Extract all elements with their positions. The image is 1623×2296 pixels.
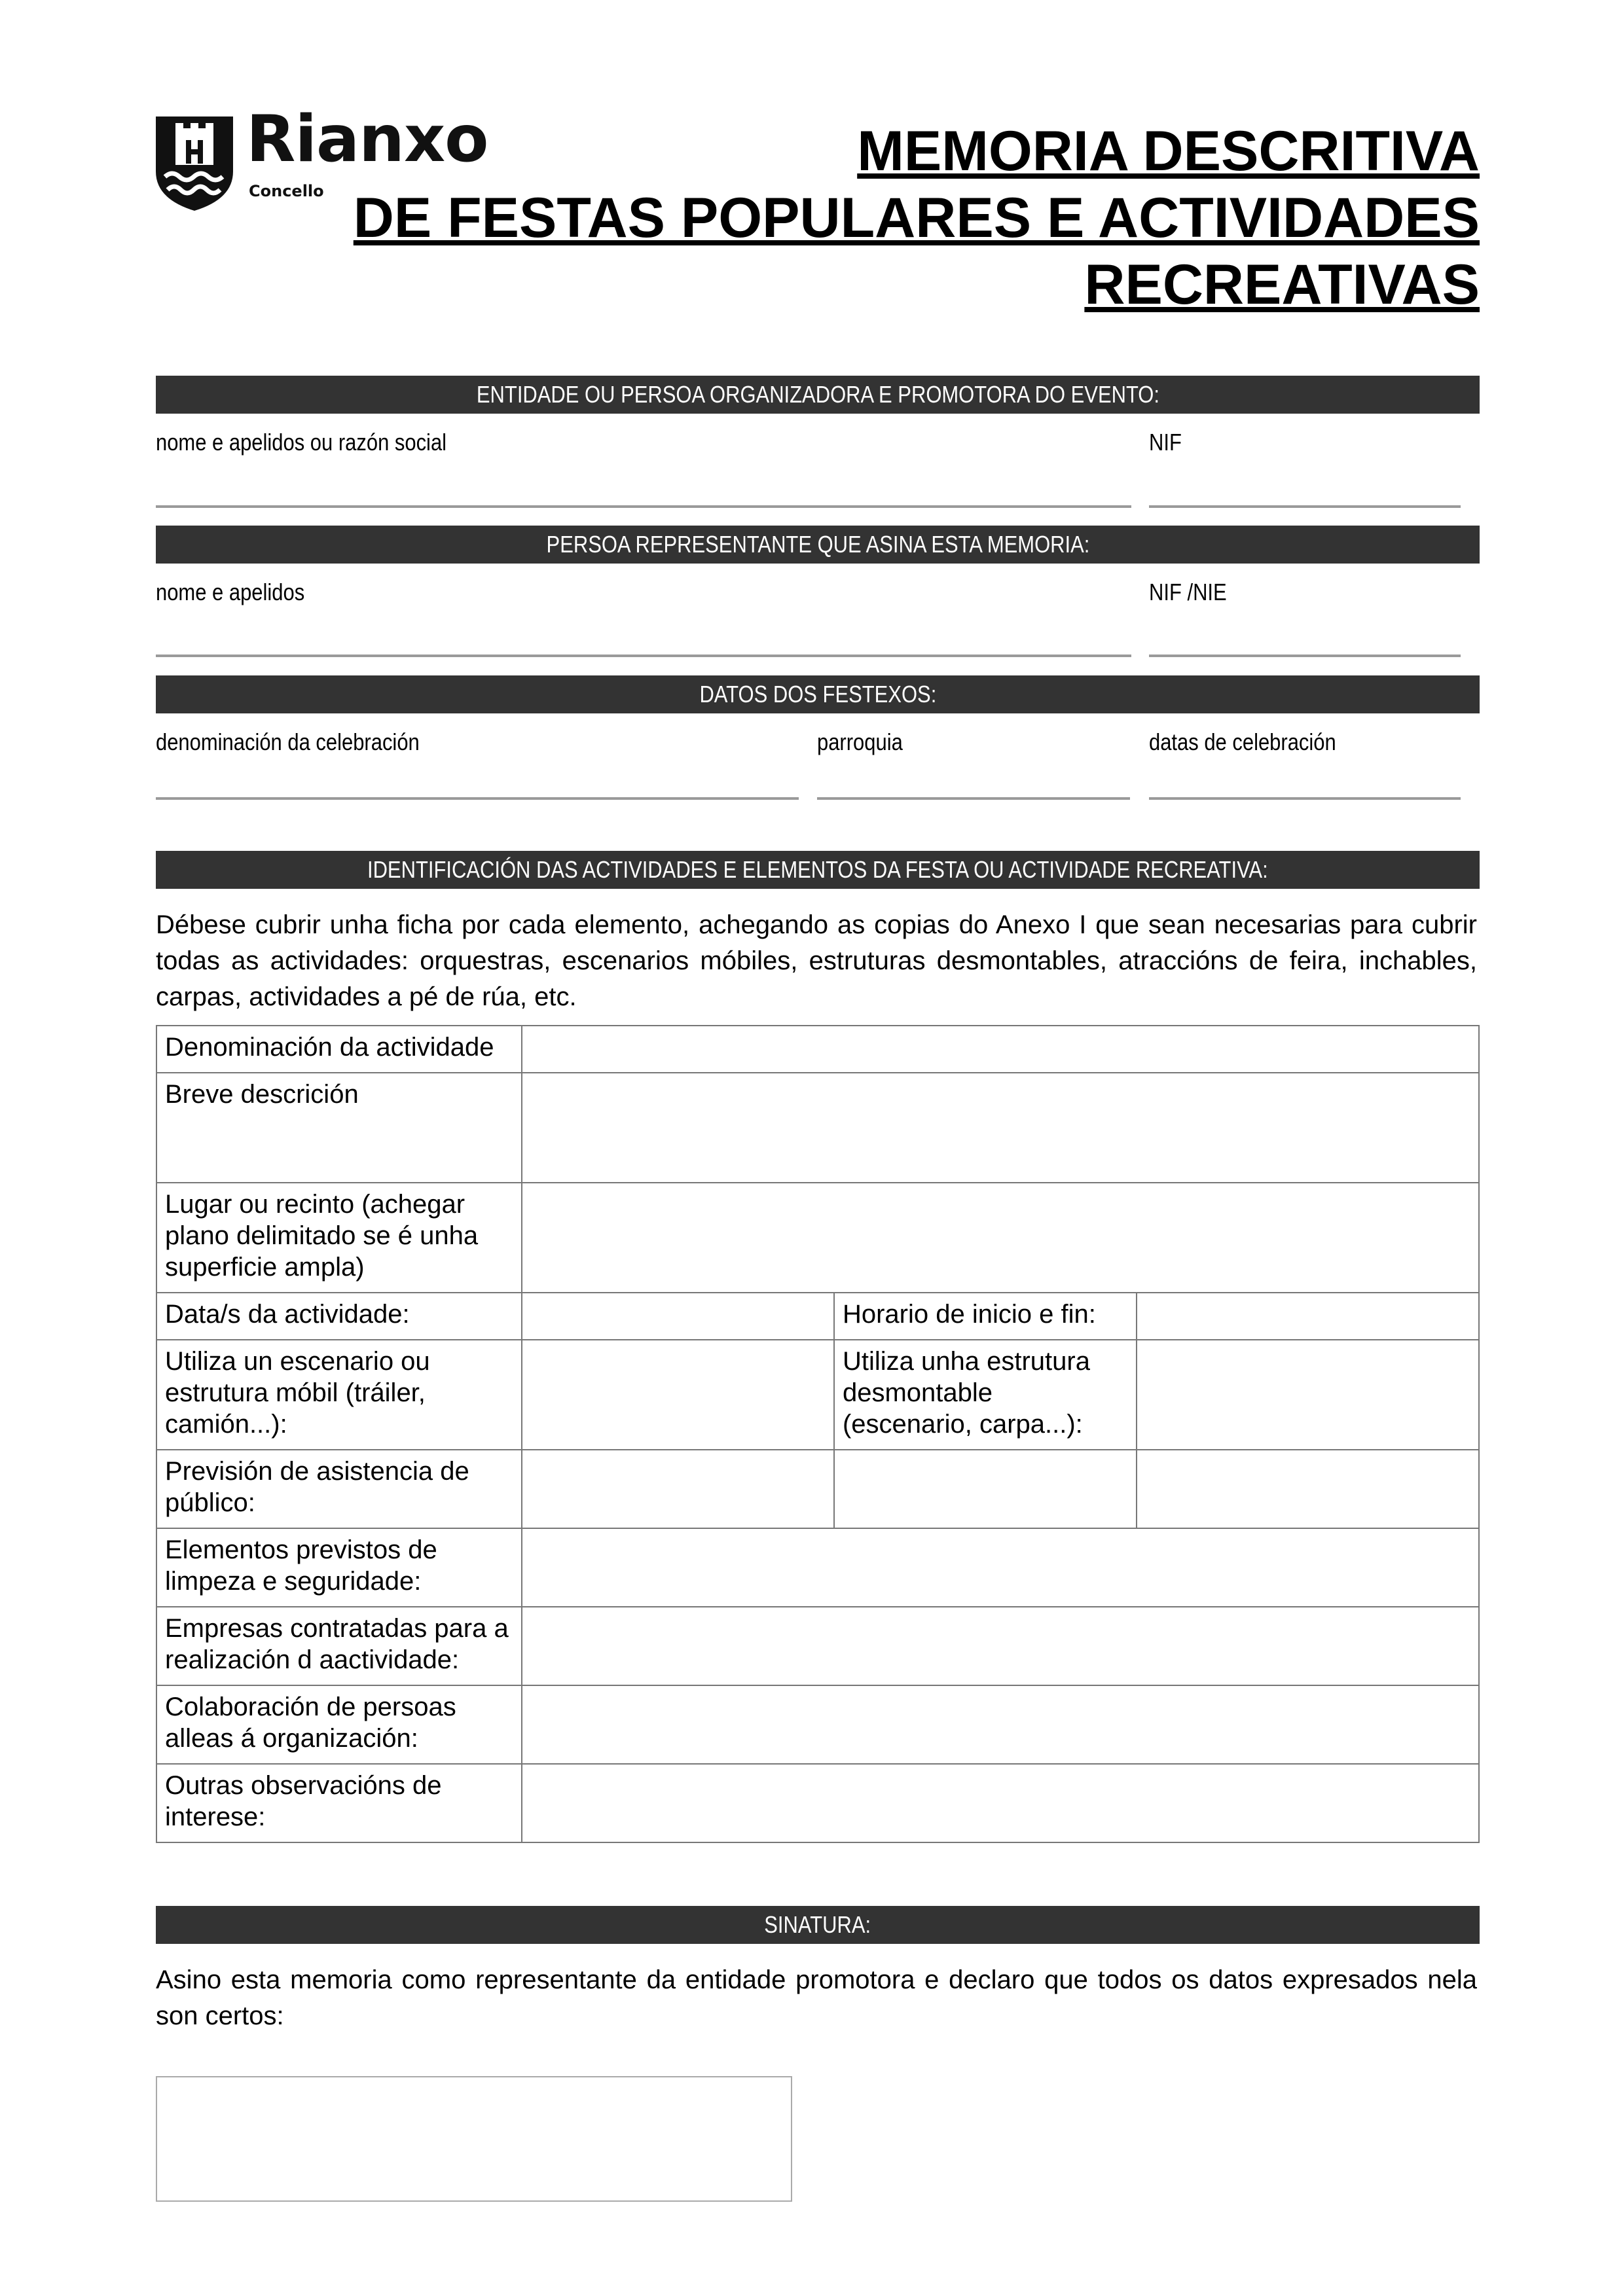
celebration-dates-label: datas de celebración <box>1149 728 1336 755</box>
mobile-stage-label: Utiliza un escenario ou estrutura móbil (tráiler, camión...): <box>156 1340 522 1450</box>
table-row <box>156 1450 1479 1528</box>
table-row <box>156 1183 1479 1293</box>
activity-table <box>156 1025 1480 1843</box>
dates-label: Data/s da actividade: <box>156 1293 522 1340</box>
table-row <box>156 1764 1479 1842</box>
place-label: Lugar ou recinto (achegar plano delimitado se é unha superficie ampla) <box>156 1183 522 1293</box>
attendance-label: Previsión de asistencia de público: <box>156 1450 522 1528</box>
schedule-input[interactable] <box>1137 1293 1479 1340</box>
organizer-name-field[interactable] <box>156 505 1131 508</box>
organizer-section-header: ENTIDADE OU PERSOA ORGANIZADORA E PROMOTORA DO EVENTO: <box>156 376 1480 414</box>
representative-name-field[interactable] <box>156 655 1131 657</box>
collaboration-input[interactable] <box>522 1685 1479 1764</box>
parish-label: parroquia <box>817 728 903 755</box>
signature-section-header: SINATURA: <box>156 1906 1480 1944</box>
signature-statement: Asino esta memoria como representante da entidade promotora e declaro que todos os datos expresados nela son certos: <box>156 1965 1477 2030</box>
observations-label: Outras observacións de interese: <box>156 1764 522 1842</box>
title-line-1: MEMORIA DESCRITIVA <box>857 120 1480 183</box>
representative-nif-label: NIF /NIE <box>1149 579 1227 605</box>
representative-name-label: nome e apelidos <box>156 579 305 605</box>
table-row <box>156 1026 1479 1073</box>
companies-input[interactable] <box>522 1607 1479 1685</box>
table-row <box>156 1528 1479 1607</box>
logo-subtitle: Concello <box>249 182 324 200</box>
activities-instructions: Débese cubrir unha ficha por cada elemento, achegando as copias do Anexo I que sean necesarias para cubrir todas as actividades: orquestras, escenarios móbiles, estruturas desmontables, atraccións de feira, inchables, carpas, actividades a pé de rúa, etc. <box>156 910 1477 1011</box>
rianxo-shield-icon <box>156 117 233 211</box>
table-row <box>156 1607 1479 1685</box>
organizer-nif-field[interactable] <box>1149 505 1461 508</box>
table-row <box>156 1073 1479 1183</box>
activities-section-header: IDENTIFICACIÓN DAS ACTIVIDADES E ELEMENTOS DA FESTA OU ACTIVIDADE RECREATIVA: <box>156 851 1480 889</box>
title-line-2: DE FESTAS POPULARES E ACTIVIDADES <box>353 187 1480 249</box>
dates-input[interactable] <box>522 1293 834 1340</box>
place-input[interactable] <box>522 1183 1479 1293</box>
celebration-name-field[interactable] <box>156 797 799 800</box>
cleaning-security-label: Elementos previstos de limpeza e seguridade: <box>156 1528 522 1607</box>
page-title <box>249 118 1480 318</box>
activity-name-input[interactable] <box>522 1026 1479 1073</box>
organizer-nif-label: NIF <box>1149 429 1182 456</box>
attendance-extra-cell[interactable] <box>834 1450 1137 1528</box>
celebration-name-label: denominación da celebración <box>156 728 420 755</box>
removable-structure-label: Utiliza unha estrutura desmontable (escenario, carpa...): <box>834 1340 1137 1450</box>
attendance-extra-cell-2[interactable] <box>1137 1450 1479 1528</box>
removable-structure-input[interactable] <box>1137 1340 1479 1450</box>
attendance-input[interactable] <box>522 1450 834 1528</box>
parish-field[interactable] <box>817 797 1130 800</box>
schedule-label: Horario de inicio e fin: <box>834 1293 1137 1340</box>
description-label: Breve descrición <box>156 1073 522 1183</box>
representative-section-header: PERSOA REPRESENTANTE QUE ASINA ESTA MEMORIA: <box>156 526 1480 564</box>
title-line-3: RECREATIVAS <box>1084 253 1480 316</box>
collaboration-label: Colaboración de persoas alleas á organización: <box>156 1685 522 1764</box>
companies-label: Empresas contratadas para a realización d aactividade: <box>156 1607 522 1685</box>
table-row <box>156 1685 1479 1764</box>
mobile-stage-input[interactable] <box>522 1340 834 1450</box>
description-input[interactable] <box>522 1073 1479 1183</box>
table-row <box>156 1340 1479 1450</box>
table-row <box>156 1293 1479 1340</box>
festivities-section-header: DATOS DOS FESTEXOS: <box>156 675 1480 713</box>
activity-name-label: Denominación da actividade <box>156 1026 522 1073</box>
signature-box[interactable] <box>156 2076 792 2202</box>
celebration-dates-field[interactable] <box>1149 797 1461 800</box>
observations-input[interactable] <box>522 1764 1479 1842</box>
representative-nif-field[interactable] <box>1149 655 1461 657</box>
logo-name: Rianxo <box>246 102 488 177</box>
organizer-name-label: nome e apelidos ou razón social <box>156 429 447 456</box>
cleaning-security-input[interactable] <box>522 1528 1479 1607</box>
